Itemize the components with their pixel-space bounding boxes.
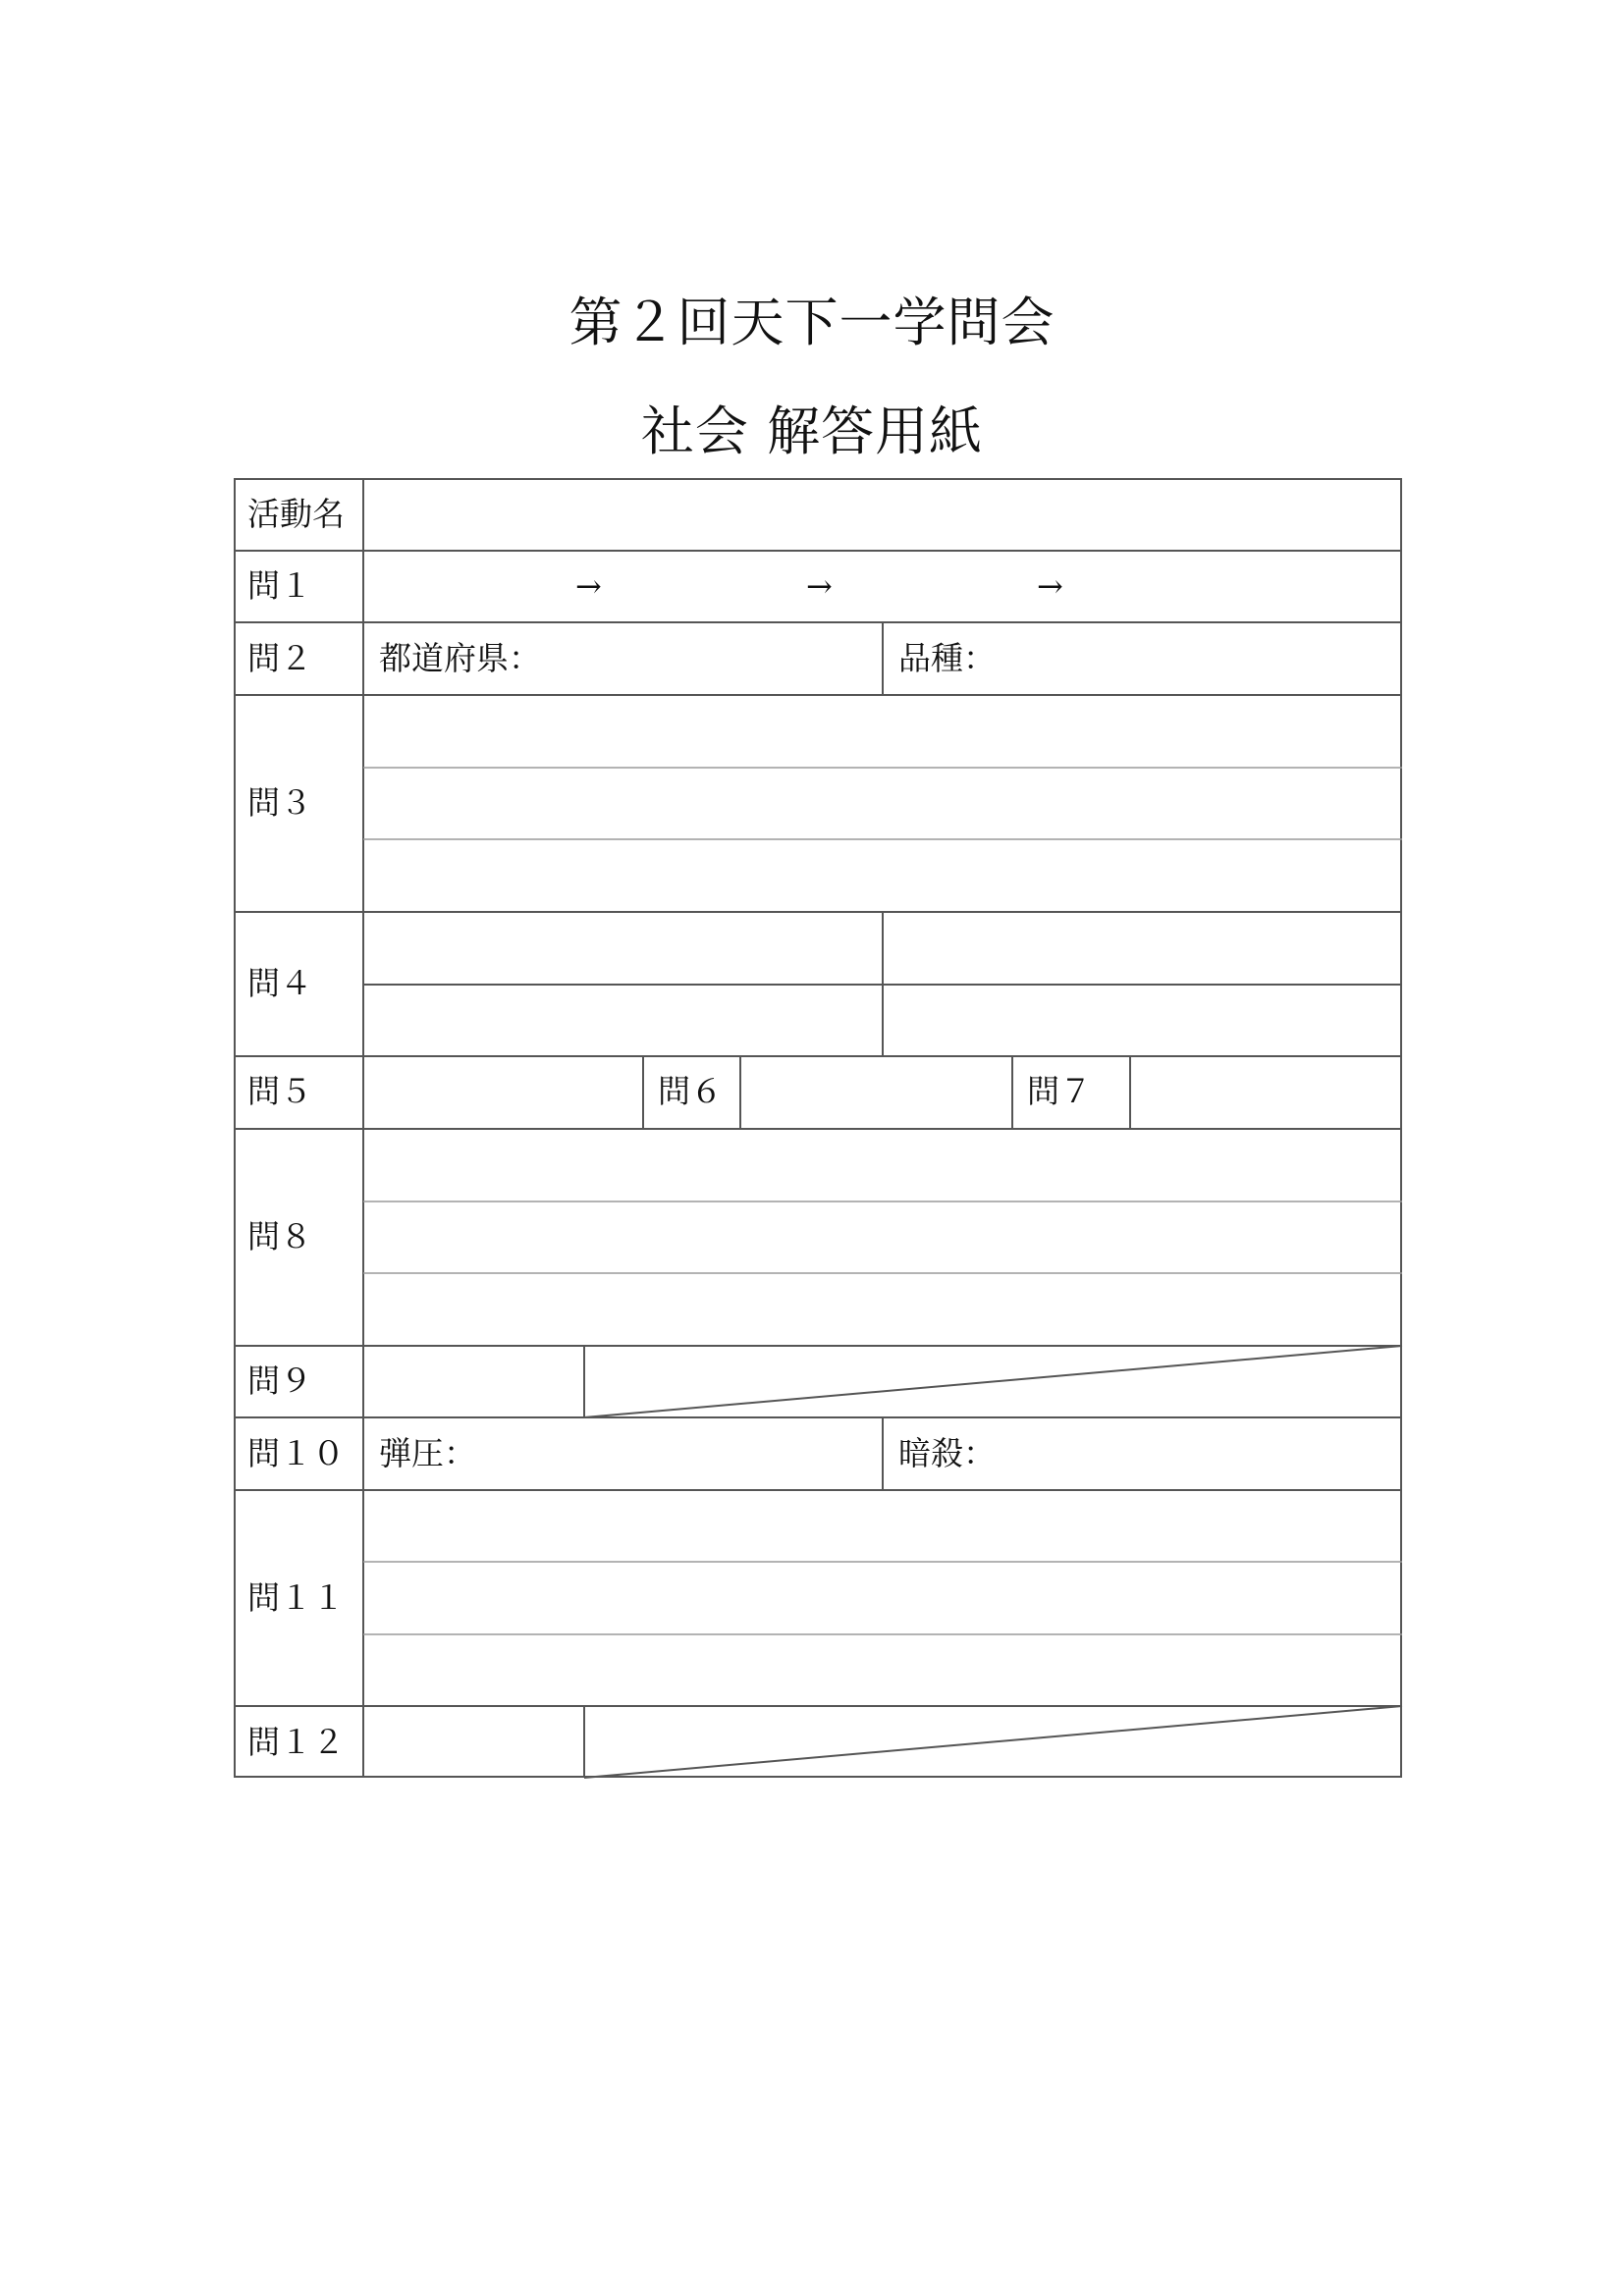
q2-variety-field[interactable]	[884, 623, 1400, 694]
q10-label: 問１０	[247, 1434, 345, 1472]
activity-name-label: 活動名	[247, 495, 345, 533]
q5-answer-field[interactable]	[364, 1057, 642, 1128]
q11-answer-field[interactable]	[364, 1491, 1400, 1705]
q10-assassination-field[interactable]	[884, 1418, 1400, 1489]
q7-answer-field[interactable]	[1131, 1057, 1400, 1128]
q9-answer-field[interactable]	[364, 1347, 583, 1416]
q10-suppression-label: 弾圧：	[379, 1434, 476, 1472]
q7-label: 問７	[1027, 1072, 1092, 1110]
q11-label: 問１１	[247, 1578, 345, 1617]
q8-answer-field[interactable]	[364, 1130, 1400, 1345]
q4-answer-field-3[interactable]	[364, 986, 882, 1055]
q12-label: 問１２	[247, 1723, 345, 1761]
q9-label: 問９	[247, 1362, 312, 1400]
q1-arrow-2: →	[806, 567, 833, 605]
q1-arrow-3: →	[1037, 567, 1063, 605]
q3-label: 問３	[247, 783, 312, 822]
q8-label: 問８	[247, 1217, 312, 1255]
q4-label: 問４	[247, 964, 312, 1002]
q5-label: 問５	[247, 1072, 312, 1110]
q2-prefecture-label: 都道府県：	[379, 639, 541, 677]
q10-suppression-field[interactable]	[364, 1418, 882, 1489]
q10-assassination-label: 暗殺：	[898, 1434, 996, 1472]
q6-answer-field[interactable]	[741, 1057, 1011, 1128]
q1-answer-field[interactable]	[364, 552, 1400, 621]
q2-label: 問２	[247, 639, 312, 677]
q1-arrow-1: →	[575, 567, 602, 605]
sheet-title: 第２回天下一学問会	[568, 292, 1056, 353]
q12-answer-field[interactable]	[364, 1707, 583, 1776]
sheet-subtitle: 社会 解答用紙	[640, 400, 984, 462]
q6-label: 問６	[658, 1072, 723, 1110]
q3-answer-field[interactable]	[364, 696, 1400, 911]
q2-prefecture-field[interactable]	[364, 623, 882, 694]
q4-answer-field-2[interactable]	[884, 913, 1400, 984]
q4-answer-field-1[interactable]	[364, 913, 882, 984]
q2-variety-label: 品種：	[898, 639, 996, 677]
answer-sheet-table	[234, 478, 1402, 1778]
q4-answer-field-4[interactable]	[884, 986, 1400, 1055]
activity-name-answer-field[interactable]	[364, 480, 1400, 550]
q1-label: 問１	[247, 566, 312, 605]
